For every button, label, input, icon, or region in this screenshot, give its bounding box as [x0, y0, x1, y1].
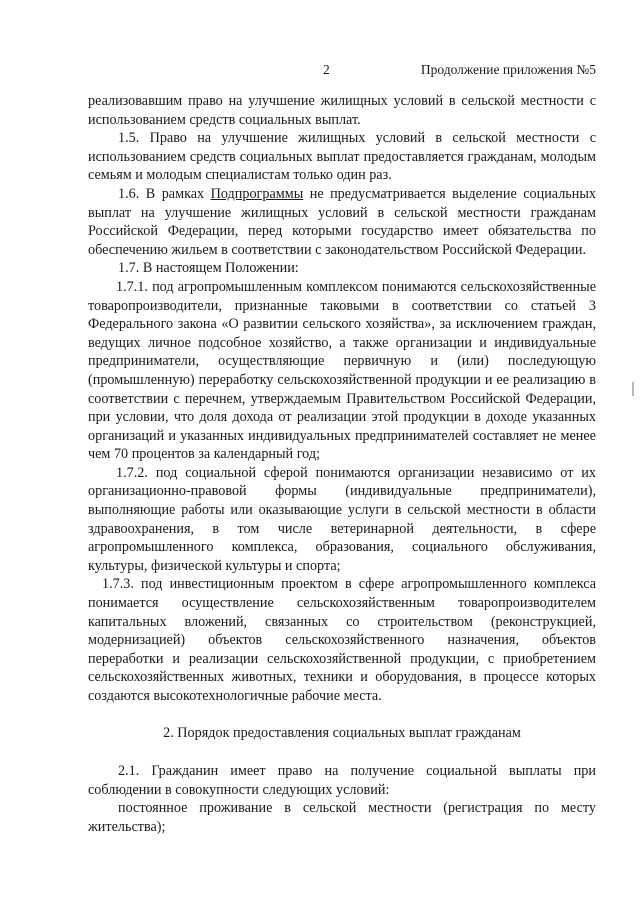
page-header — [88, 62, 596, 82]
paragraph-1-6 — [88, 185, 596, 259]
paragraph-1-5: 1.5. Право на улучшение жилищных условий в сельской местности с использованием средств социальных выплат предоставляется гражданам, молодым семьям и молодым специалистам только один раз. — [88, 130, 596, 184]
paragraph-1-6-end: не предусматривается выделение социальных выплат на улучшение жилищных условий в сельской местности гражданам Российской Федерации, перед которыми государство имеет обязательства по обеспечению жильем в соответствии с законодательством Российской Федерации. — [88, 185, 596, 258]
section-2-title: 2. Порядок предоставления социальных выплат гражданам — [163, 724, 521, 741]
page-number: 2 — [323, 62, 330, 77]
scan-edge-mark — [632, 382, 634, 396]
appendix-continuation-note: Продолжение приложения №5 — [420, 62, 596, 77]
paragraph-1-6-start: 1.6. В рамках — [118, 185, 211, 202]
paragraph-1-7-3: 1.7.3. под инвестиционным проектом в сфере агропромышленного комплекса понимается осуществление сельскохозяйственным товаропроизводителем капитальных вложений, связанных со строительством (реконструкцией, модернизацией) объектов сельскохозяйственного назначения, объектов переработки и реализации сельскохозяйственной продукции, с приобретением сельскохозяйственных животных, техники и оборудования, в процессе которых создаются высокотехнологичные рабочие места. — [88, 576, 596, 704]
paragraph-1-7-1: 1.7.1. под агропромышленным комплексом понимаются сельскохозяйственные товаропроизводители, признанные таковыми в соответствии со статьей 3 Федерального закона «О развитии сельского хозяйства», за исключением граждан, ведущих личное подсобное хозяйство, а также организации и индивидуальные предприниматели, осуществляющие первичную и (или) последующую (промышленную) переработку сельскохозяйственной продукции и ее реализацию в соответствии с перечнем, утверждаемым Правительством Российской Федерации, при условии, что доля дохода от реализации этой продукции в доходе указанных организаций и указанных индивидуальных предпринимателей составляет не менее чем 70 процентов за календарный год; — [88, 278, 596, 463]
document-body — [88, 92, 596, 837]
paragraph-1-7-2: 1.7.2. под социальной сферой понимаются организации независимо от их организационно-правовой формы (индивидуальные предприниматели), выполняющие работы или оказывающие услуги в сельской местности в области здравоохранения, в том числе ветеринарной деятельности, в сфере агропромышленного комплекса, образования, социального обслуживания, культуры, физической культуры и спорта; — [88, 464, 596, 574]
paragraph-2-1: 2.1. Гражданин имеет право на получение социальной выплаты при соблюдении в совокупности следующих условий: — [88, 763, 596, 798]
paragraph-1-7: 1.7. В настоящем Положении: — [118, 260, 299, 277]
paragraph-2-1-condition: постоянное проживание в сельской местности (регистрация по месту жительства); — [88, 800, 596, 835]
subprogram-link[interactable]: Подпрограммы — [210, 185, 304, 202]
paragraph-continuation: реализовавшим право на улучшение жилищных условий в сельской местности с использованием средств социальных выплат. — [88, 93, 596, 128]
